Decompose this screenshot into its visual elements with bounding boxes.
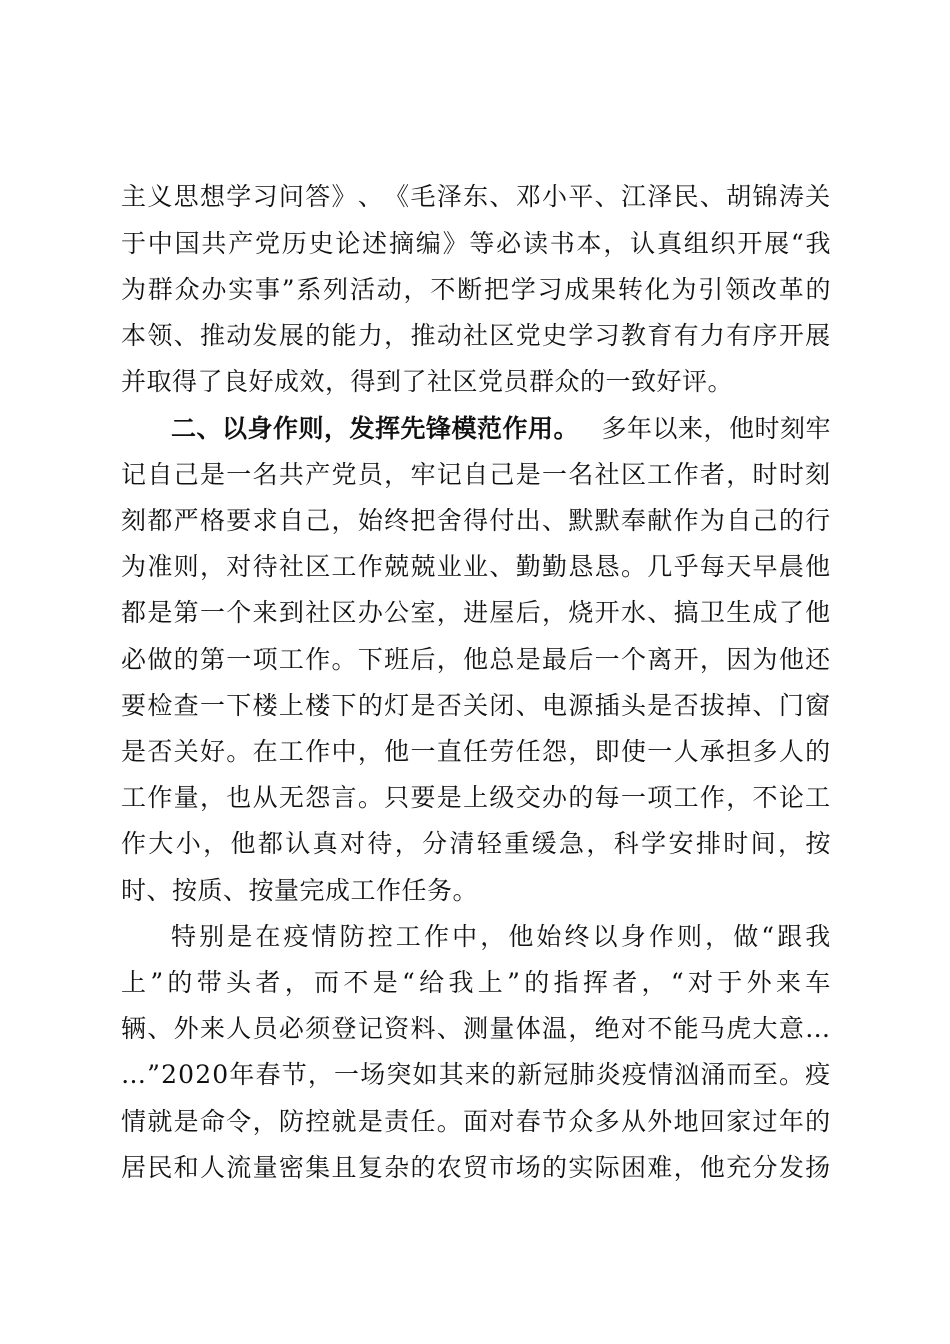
paragraph-line: 为 准 则 ， 对 待 社 区 工 作 兢 兢 业 业 、 勤 勤 恳 恳 。 几 乎 每 天 早 晨 他: [121, 552, 831, 581]
paragraph-line: 并取得了良好成效，得到了社区党员群众的一致好评。: [121, 367, 734, 396]
paragraph-line: 于 中 国 共 产 党 历 史 论 述 摘 编 》 等 必 读 书 本 ， 认 真 组 织 开 展 “ 我: [121, 229, 831, 258]
paragraph-line: 都 是 第 一 个 来 到 社 区 办 公 室 ， 进 屋 后 ， 烧 开 水 、 搞 卫 生 成 了 他: [121, 598, 831, 627]
paragraph-line: 工 作 量 ， 也 从 无 怨 言 。 只 要 是 上 级 交 办 的 每 一 项 工 作 ， 不 论 工: [121, 783, 831, 812]
paragraph-line: 本 领 、 推 动 发 展 的 能 力 ， 推 动 社 区 党 史 学 习 教 育 有 力 有 序 开 展: [121, 321, 831, 350]
paragraph-line: 作 大 小 ， 他 都 认 真 对 待 ， 分 清 轻 重 缓 急 ， 科 学 安 排 时 间 ， 按: [121, 829, 831, 858]
paragraph-line: 上 ” 的 带 头 者 ， 而 不 是 “ 给 我 上 ” 的 指 挥 者 ， “ 对 于 外 来 车: [121, 968, 831, 997]
paragraph-line: 记 自 己 是 一 名 共 产 党 员 ， 牢 记 自 己 是 一 名 社 区 工 作 者 ， 时 时 刻: [121, 460, 831, 489]
paragraph-line: 要 检 查 一 下 楼 上 楼 下 的 灯 是 否 关 闭 、 电 源 插 头 是 否 拔 掉 、 门 窗: [121, 691, 831, 720]
paragraph-line: … ” 2 0 2 0 年 春 节 ， 一 场 突 如 其 来 的 新 冠 肺 炎 疫 情 汹 涌 而 至 。 疫: [121, 1060, 831, 1089]
section-heading-line: [171, 414, 831, 444]
paragraph-line: 情 就 是 命 令 ， 防 控 就 是 责 任 。 面 对 春 节 众 多 从 外 地 回 家 过 年 的: [121, 1107, 831, 1136]
paragraph-line: 必 做 的 第 一 项 工 作 。 下 班 后 ， 他 总 是 最 后 一 个 离 开 ， 因 为 他 还: [121, 645, 831, 674]
paragraph-line: 辆 、 外 来 人 员 必 须 登 记 资 料 、 测 量 体 温 ， 绝 对 不 能 马 虎 大 意 …: [121, 1014, 831, 1043]
paragraph-line: 是 否 关 好 。 在 工 作 中 ， 他 一 直 任 劳 任 怨 ， 即 使 一 人 承 担 多 人 的: [121, 737, 831, 766]
paragraph-line: 特 别 是 在 疫 情 防 控 工 作 中 ， 他 始 终 以 身 作 则 ， 做 “ 跟 我: [171, 922, 831, 951]
section-lead-text: 多年以来，他时刻牢: [601, 414, 831, 443]
paragraph-line: 时、按质、按量完成工作任务。: [121, 876, 479, 905]
section-heading: 二、以身作则，发挥先锋模范作用。: [171, 414, 580, 443]
paragraph-line: 主 义 思 想 学 习 问 答 》 、 《 毛 泽 东 、 邓 小 平 、 江 泽 民 、 胡 锦 涛 关: [121, 182, 831, 211]
paragraph-line: 刻 都 严 格 要 求 自 己 ， 始 终 把 舍 得 付 出 、 默 默 奉 献 作 为 自 己 的 行: [121, 506, 831, 535]
paragraph-line: 居 民 和 人 流 量 密 集 且 复 杂 的 农 贸 市 场 的 实 际 困 难 ， 他 充 分 发 扬: [121, 1153, 831, 1182]
paragraph-line: 为 群 众 办 实 事 ” 系 列 活 动 ， 不 断 把 学 习 成 果 转 化 为 引 领 改 革 的: [121, 275, 831, 304]
